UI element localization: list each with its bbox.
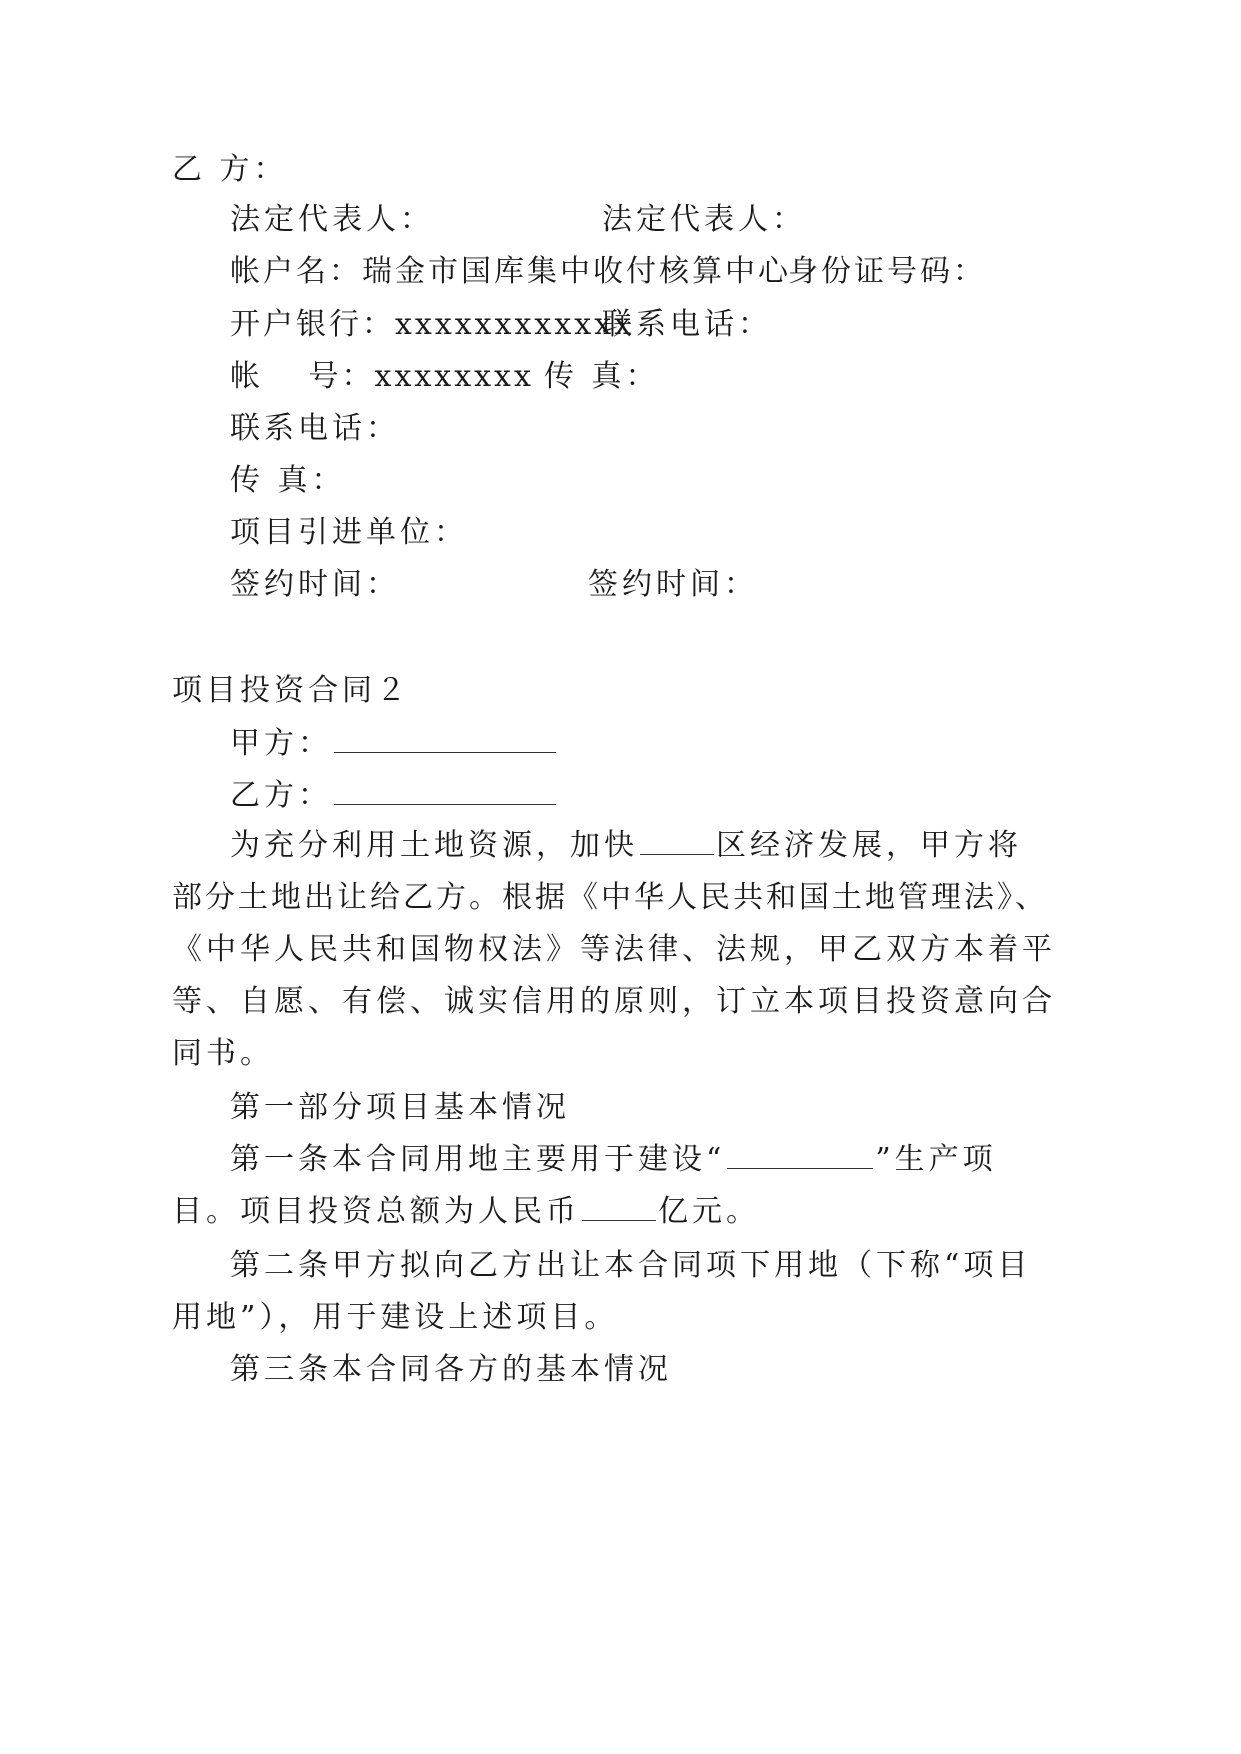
party-b-label-2: 乙方： — [230, 778, 332, 813]
party-b-blank — [334, 778, 556, 805]
para1-line1 — [230, 826, 1022, 866]
para1-text-b: 区经济发展，甲方将 — [716, 828, 1022, 863]
party-b-label: 乙 方： — [172, 152, 288, 187]
bank-name: 开户银行：xxxxxxxxxxxx — [230, 307, 635, 342]
phone-label-right: 联系电话： — [602, 307, 772, 342]
art1-text-b: ”生产项 — [875, 1142, 997, 1177]
party-a-blank — [334, 726, 556, 753]
sign-time-left: 签约时间： — [230, 567, 400, 602]
art1-text-c: 目。项目投资总额为人民币 — [172, 1194, 580, 1229]
art1-line1 — [230, 1140, 997, 1180]
art3-line: 第三条本合同各方的基本情况 — [230, 1352, 672, 1387]
district-blank — [640, 828, 714, 855]
art1-text-d: 亿元。 — [658, 1194, 760, 1229]
art1-line2 — [172, 1192, 760, 1232]
account-name: 帐户名：瑞金市国库集中收付核算中心 — [230, 254, 791, 289]
fax-label: 传 真： — [230, 463, 346, 498]
amount-blank — [582, 1194, 656, 1221]
id-number-label: 身份证号码： — [788, 254, 986, 289]
art1-text-a: 第一条本合同用地主要用于建设“ — [230, 1142, 726, 1177]
art2-line1: 第二条甲方拟向乙方出让本合同项下用地（下称“项目 — [230, 1248, 1032, 1283]
para1-line3: 《中华人民共和国物权法》等法律、法规，甲乙双方本着平 — [172, 932, 1056, 967]
para1-line5: 同书。 — [172, 1036, 274, 1071]
party-a-line — [230, 724, 558, 764]
para1-text-a: 为充分利用土地资源，加快 — [230, 828, 638, 863]
party-b-line — [230, 776, 558, 816]
art2-line2: 用地”），用于建设上述项目。 — [172, 1300, 619, 1335]
sign-time-right: 签约时间： — [588, 567, 758, 602]
contract-title: 项目投资合同２ — [172, 673, 410, 708]
para1-line4: 等、自愿、有偿、诚实信用的原则，订立本项目投资意向合 — [172, 984, 1056, 1019]
para1-line2: 部分土地出让给乙方。根据《中华人民共和国土地管理法》、 — [172, 880, 1048, 915]
legal-rep-right: 法定代表人： — [602, 202, 806, 237]
part1-heading: 第一部分项目基本情况 — [230, 1090, 570, 1125]
phone-label: 联系电话： — [230, 411, 400, 446]
project-name-blank — [727, 1142, 873, 1169]
party-a-label: 甲方： — [230, 726, 332, 761]
fax-label-right: 传 真： — [544, 359, 660, 394]
account-number: 帐 号：xxxxxxxx — [230, 359, 534, 394]
introducer-label: 项目引进单位： — [230, 515, 468, 550]
legal-rep-left: 法定代表人： — [230, 202, 434, 237]
